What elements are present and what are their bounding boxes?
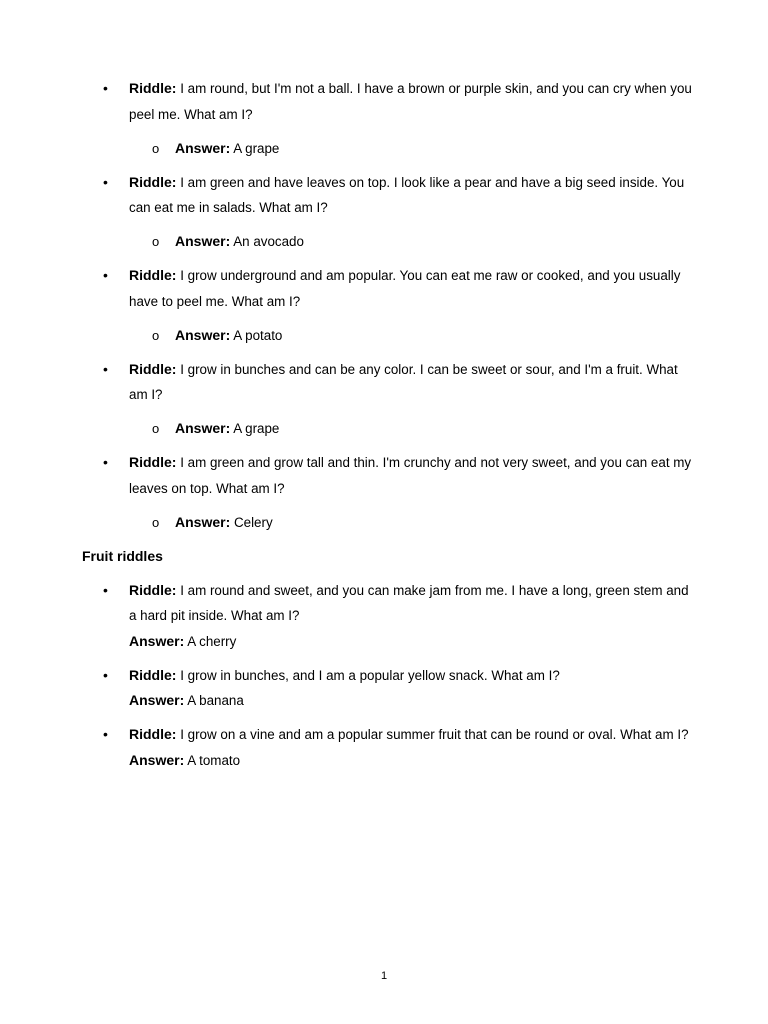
- document-body: [0, 76, 768, 782]
- bullet-marker: •: [103, 360, 108, 377]
- riddle-label: Riddle:: [129, 454, 177, 470]
- riddle-item: [0, 263, 768, 314]
- riddle-label: Riddle:: [129, 666, 177, 683]
- riddle-text: I am round, but I'm not a ball. I have a brown or purple skin, and you can cry when you peel me. What am I?: [129, 81, 692, 122]
- sub-bullet-marker: o: [152, 421, 160, 436]
- riddle-label: Riddle:: [129, 581, 177, 598]
- bullet-marker: •: [103, 454, 108, 470]
- riddle-label: Riddle:: [129, 726, 177, 742]
- answer-text: A grape: [233, 421, 280, 436]
- riddle-text: I am green and grow tall and thin. I'm crunchy and not very sweet, and you can eat my leaves on top. What am I?: [129, 455, 692, 496]
- answer-label: Answer:: [129, 692, 185, 708]
- answer-text: A banana: [187, 693, 244, 708]
- answer-line: [129, 688, 696, 714]
- answer-text: A grape: [233, 140, 280, 156]
- answer-text: An avocado: [233, 234, 304, 249]
- fruit-riddle-item: [0, 578, 768, 655]
- answer-text: A potato: [233, 327, 283, 343]
- answer-text: Celery: [233, 514, 273, 530]
- sub-bullet-marker: o: [152, 327, 160, 343]
- riddle-text: I grow underground and am popular. You can eat me raw or cooked, and you usually have to peel me. What am I?: [129, 268, 681, 309]
- answer-item: [0, 416, 768, 442]
- bullet-marker: •: [103, 267, 108, 283]
- riddle-text: I am green and have leaves on top. I look like a pear and have a big seed inside. You can eat me in salads. What am I?: [129, 174, 685, 215]
- answer-label: Answer:: [175, 513, 231, 530]
- riddle-label: Riddle:: [129, 267, 177, 283]
- answer-item: [0, 510, 768, 536]
- answer-line: [129, 629, 696, 655]
- answer-item: [0, 229, 768, 255]
- bullet-marker: •: [103, 726, 108, 742]
- bullet-marker: •: [103, 80, 108, 96]
- riddle-item: [0, 450, 768, 501]
- answer-label: Answer:: [129, 632, 185, 649]
- riddle-item: [0, 357, 768, 408]
- answer-item: [0, 136, 768, 162]
- answer-label: Answer:: [175, 233, 231, 249]
- riddle-label: Riddle:: [129, 173, 177, 190]
- answer-label: Answer:: [129, 751, 185, 768]
- bullet-marker: •: [103, 173, 108, 190]
- answer-item: [0, 323, 768, 349]
- riddle-text: I am round and sweet, and you can make jam from me. I have a long, green stem and a hard pit inside. What am I?: [129, 582, 689, 623]
- answer-label: Answer:: [175, 326, 231, 343]
- riddle-text: I grow in bunches and can be any color. I can be sweet or sour, and I'm a fruit. What am I?: [129, 361, 678, 402]
- answer-line: [129, 748, 696, 774]
- riddle-item: [0, 170, 768, 221]
- sub-bullet-marker: o: [152, 234, 160, 249]
- riddle-label: Riddle:: [129, 360, 177, 377]
- bullet-marker: •: [103, 666, 108, 683]
- bullet-marker: •: [103, 581, 108, 598]
- page-number: 1: [380, 970, 388, 982]
- answer-label: Answer:: [175, 139, 231, 156]
- answer-label: Answer:: [175, 420, 231, 436]
- answer-text: A cherry: [187, 633, 237, 649]
- riddle-text: I grow on a vine and am a popular summer fruit that can be round or oval. What am I?: [180, 727, 689, 742]
- fruit-riddle-item: [0, 663, 768, 714]
- fruit-riddle-item: [0, 722, 768, 773]
- riddle-item: [0, 76, 768, 127]
- answer-text: A tomato: [187, 752, 241, 768]
- sub-bullet-marker: o: [152, 140, 160, 156]
- sub-bullet-marker: o: [152, 514, 160, 530]
- riddle-text: I grow in bunches, and I am a popular yellow snack. What am I?: [180, 667, 560, 683]
- riddle-label: Riddle:: [129, 80, 177, 96]
- section-heading: Fruit riddles: [82, 547, 163, 564]
